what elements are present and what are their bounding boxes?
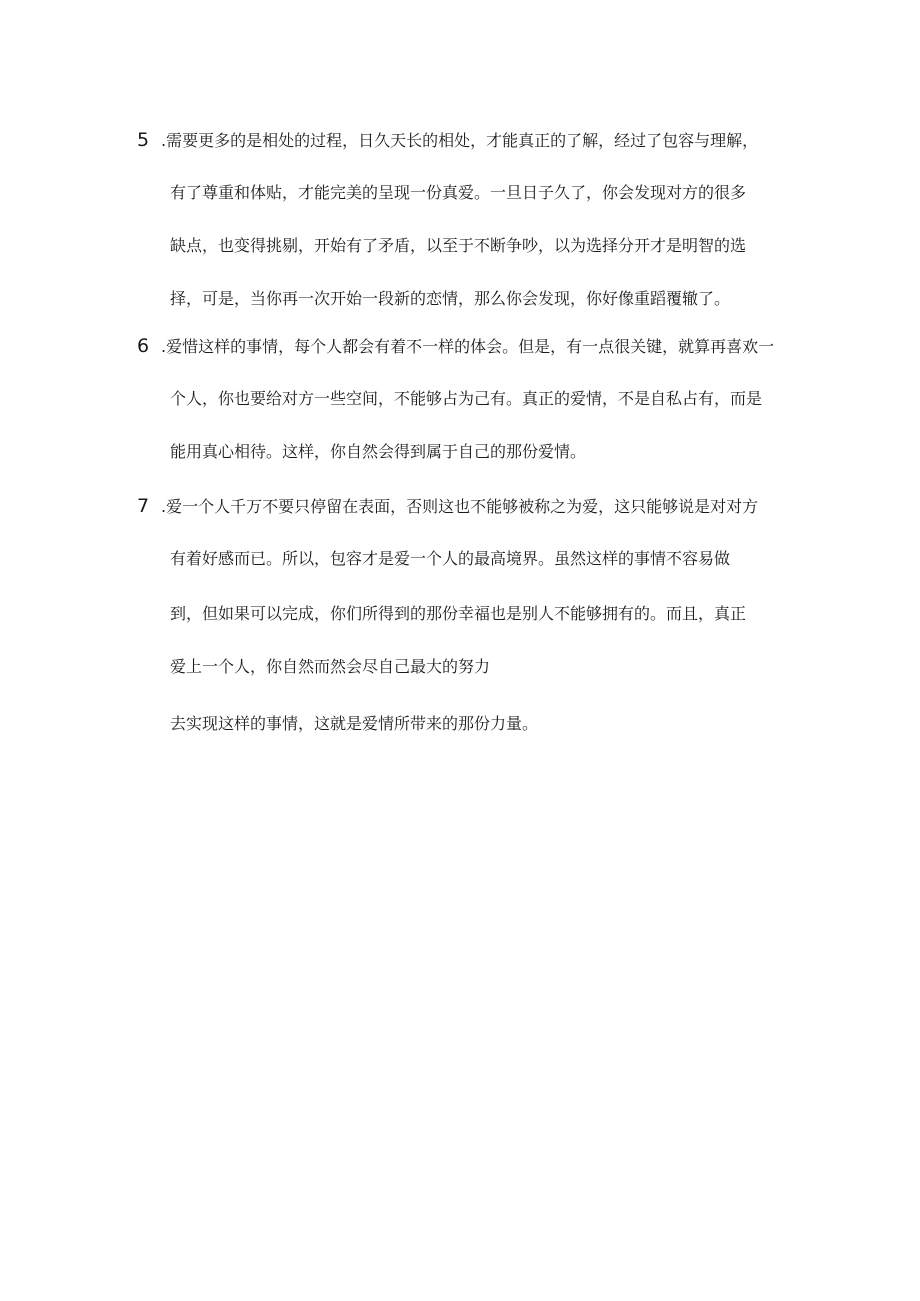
paragraph-line: 去实现这样的事情，这就是爱情所带来的那份力量。 xyxy=(170,714,539,733)
paragraph-line: 个人，你也要给对方一些空间，不能够占为己有。真正的爱情，不是自私占有，而是 xyxy=(170,389,763,408)
paragraph-line: 缺点，也变得挑剔，开始有了矛盾，以至于不断争吵，以为选择分开才是明智的选 xyxy=(170,236,747,255)
list-marker: . xyxy=(161,497,167,516)
paragraph-line: 需要更多的是相处的过程，日久天长的相处，才能真正的了解，经过了包容与理解， xyxy=(166,131,759,150)
paragraph-line: 爱上一个人，你自然而然会尽自己最大的努力 xyxy=(170,657,491,676)
paragraph-line: 有了尊重和体贴，才能完美的呈现一份真爱。一旦日子久了，你会发现对方的很多 xyxy=(170,183,747,202)
paragraph-line: 到，但如果可以完成，你们所得到的那份幸福也是别人不能够拥有的。而且，真正 xyxy=(170,604,747,623)
paragraph-line: 有着好感而已。所以，包容才是爱一个人的最高境界。虽然这样的事情不容易做 xyxy=(170,549,731,568)
paragraph-line: 择，可是，当你再一次开始一段新的恋情，那么你会发现，你好像重蹈覆辙了。 xyxy=(170,289,731,308)
list-item-5 xyxy=(137,130,797,309)
paragraph-line: 能用真心相待。这样，你自然会得到属于自己的那份爱情。 xyxy=(170,442,587,461)
list-number: 5 xyxy=(137,129,150,151)
list-item-first-line xyxy=(137,130,797,150)
list-number: 6 xyxy=(137,335,150,357)
list-item-7 xyxy=(137,496,797,734)
list-number: 7 xyxy=(137,495,150,517)
list-item-first-line xyxy=(137,336,797,356)
paragraph-line: 爱惜这样的事情，每个人都会有着不一样的体会。但是，有一点很关键，就算再喜欢一 xyxy=(166,337,775,356)
list-item-first-line xyxy=(137,496,797,516)
list-item-6 xyxy=(137,336,797,462)
list-marker: . xyxy=(161,131,167,150)
list-marker: . xyxy=(161,337,167,356)
paragraph-line: 爱一个人千万不要只停留在表面，否则这也不能够被称之为爱，这只能够说是对对方 xyxy=(166,497,759,516)
